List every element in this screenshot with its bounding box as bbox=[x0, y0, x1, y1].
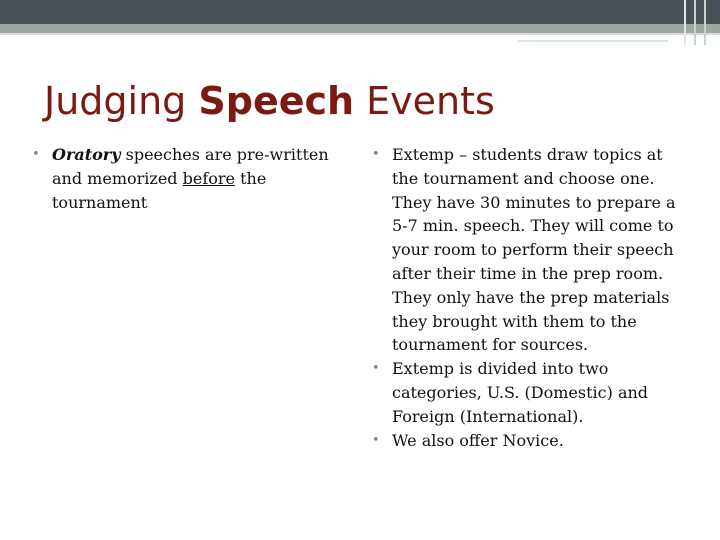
slide-title bbox=[44, 76, 495, 126]
right-bullet-list bbox=[368, 143, 690, 452]
novice-text: We also offer Novice. bbox=[392, 430, 564, 450]
left-bullet-list bbox=[28, 143, 358, 214]
header-stripe bbox=[0, 24, 720, 33]
title-part-2: Events bbox=[354, 79, 495, 123]
header-band bbox=[0, 0, 720, 24]
title-part-1: Judging bbox=[44, 79, 199, 123]
header-stripe-light bbox=[0, 33, 720, 35]
oratory-text-2: the tournament bbox=[52, 168, 267, 212]
corner-decoration bbox=[680, 0, 720, 45]
bullet-novice bbox=[368, 429, 690, 453]
extemp-text: Extemp – students draw topics at the tournament and choose one. They have 30 minutes to prepare a 5-7 min. speech. They will come to your room to perform their speech after their time in the prep room. They only have the prep materials they brought with them to the tournament for sources. bbox=[392, 145, 676, 355]
bullet-dot-icon: • bbox=[372, 147, 380, 162]
bullet-dot-icon: • bbox=[372, 361, 380, 377]
oratory-underlined: before bbox=[182, 168, 235, 188]
oratory-term: Oratory bbox=[52, 145, 121, 164]
bullet-dot-icon: • bbox=[32, 147, 40, 162]
oratory-text-1: speeches are pre-written and memorized bbox=[52, 145, 329, 188]
bullet-oratory bbox=[28, 143, 358, 214]
bullet-extemp bbox=[368, 143, 690, 357]
extemp-categories-text: Extemp is divided into two categories, U.S. (Domestic) and Foreign (International). bbox=[392, 359, 649, 426]
bullet-dot-icon: • bbox=[372, 432, 380, 448]
title-bold-word: Speech bbox=[198, 79, 355, 123]
bullet-extemp-categories bbox=[368, 357, 690, 428]
accent-line bbox=[518, 40, 668, 42]
